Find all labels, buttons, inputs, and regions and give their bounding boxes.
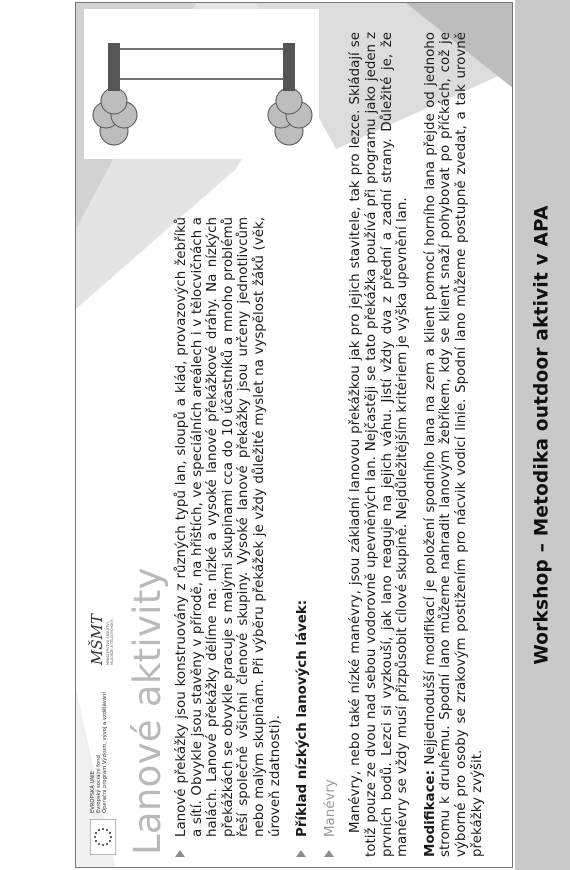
msmt-label: MŠMT — [88, 614, 106, 665]
maneuvers-paragraph: Manévry, nebo také nízké manévry, jsou základní lanovou překážkou jak pro jejich stavitele, tak pro lezce. Skládají se totiž pouze ze dvou nad sebou vodorovně upevněných lan. Nejčastěji se tato překážka používá při programu jako jeden z prvních bodů. Lezci si vyzkouší, jak lano reaguje na jejich váhu. Jistí vždy dva z přední a zadní strany. Důležité je, že manévry se vždy musí přizpůsobit cílové skupině. Nejdůležitějším kritériem je výška upevnění lan. — [348, 32, 411, 857]
bullet-arrow-icon — [296, 850, 306, 857]
workshop-title: Workshop – Metodika outdoor aktivit v APA — [531, 205, 553, 665]
sub-heading: Manévry — [322, 779, 338, 837]
bullet-heading — [295, 37, 311, 857]
bullet-sub — [323, 37, 339, 857]
eu-line: EVROPSKÁ UNIE — [90, 771, 96, 813]
eu-line: Operační program Výzkum, vývoj a vzdělávání — [102, 692, 108, 813]
eu-flag-icon — [90, 819, 116, 855]
tree-rope-diagram-icon — [84, 9, 319, 159]
bullet-arrow-icon — [175, 850, 185, 857]
bullet-arrow-icon — [324, 850, 334, 857]
slide-title: Lanové aktivity — [126, 567, 169, 855]
section-heading: Příklad nízkých lanových lávek: — [295, 599, 311, 837]
modification-text: Nejjednodušší modifikací je položení spodního lana na zem a klient pomocí horního lana přejde od jednoho stromu k druhému. Spodní lano můžeme nahradit lanovým žebříkem, kdy se klient snaží pohybovat po příčkách, což je výborné pro osoby se zrakovým postižením pro nácvik vodicí linie. Spodní lano můžeme postupně zvedat, a tak urovně překážky zvýšit. — [422, 32, 485, 857]
eu-text — [90, 692, 108, 813]
modification-label: Modifikace: — [422, 770, 438, 857]
slide-body — [174, 32, 485, 857]
modification-paragraph — [423, 32, 485, 857]
eu-line: Evropský sociální fond — [96, 755, 102, 813]
slide-frame — [75, 2, 513, 868]
msmt-sub: MINISTERSTVO ŠKOLSTVÍ, MLÁDEŽE A TĚLOVÝCHOVY — [106, 619, 114, 665]
msmt-logo — [88, 610, 114, 665]
slide — [76, 3, 513, 868]
intro-text: Lanové překážky jsou konstruovány z různých typů lan, sloupů a klád, provazových žebříků a sítí. Obvykle jsou stavěny v přírodě, na hřištích, ve speciálních areálech i v tělocvičnách a halách. Lanové překážky dělíme na: nízké a vysoké lanové překážkové dráhy. Na nízkých překážkách se obvykle pracuje s malými skupinami cca do 10 účastníků a mnoho problémů řeší společně všichni členové skupiny. Vysoké lanové překážky jsou určeny jednotlivcům nebo malým skupinám. Při výběru překážek je vždy důležité myslet na vyspělost žáků (věk, úroveň zdatnosti). — [174, 217, 283, 837]
bullet-intro — [174, 217, 283, 857]
